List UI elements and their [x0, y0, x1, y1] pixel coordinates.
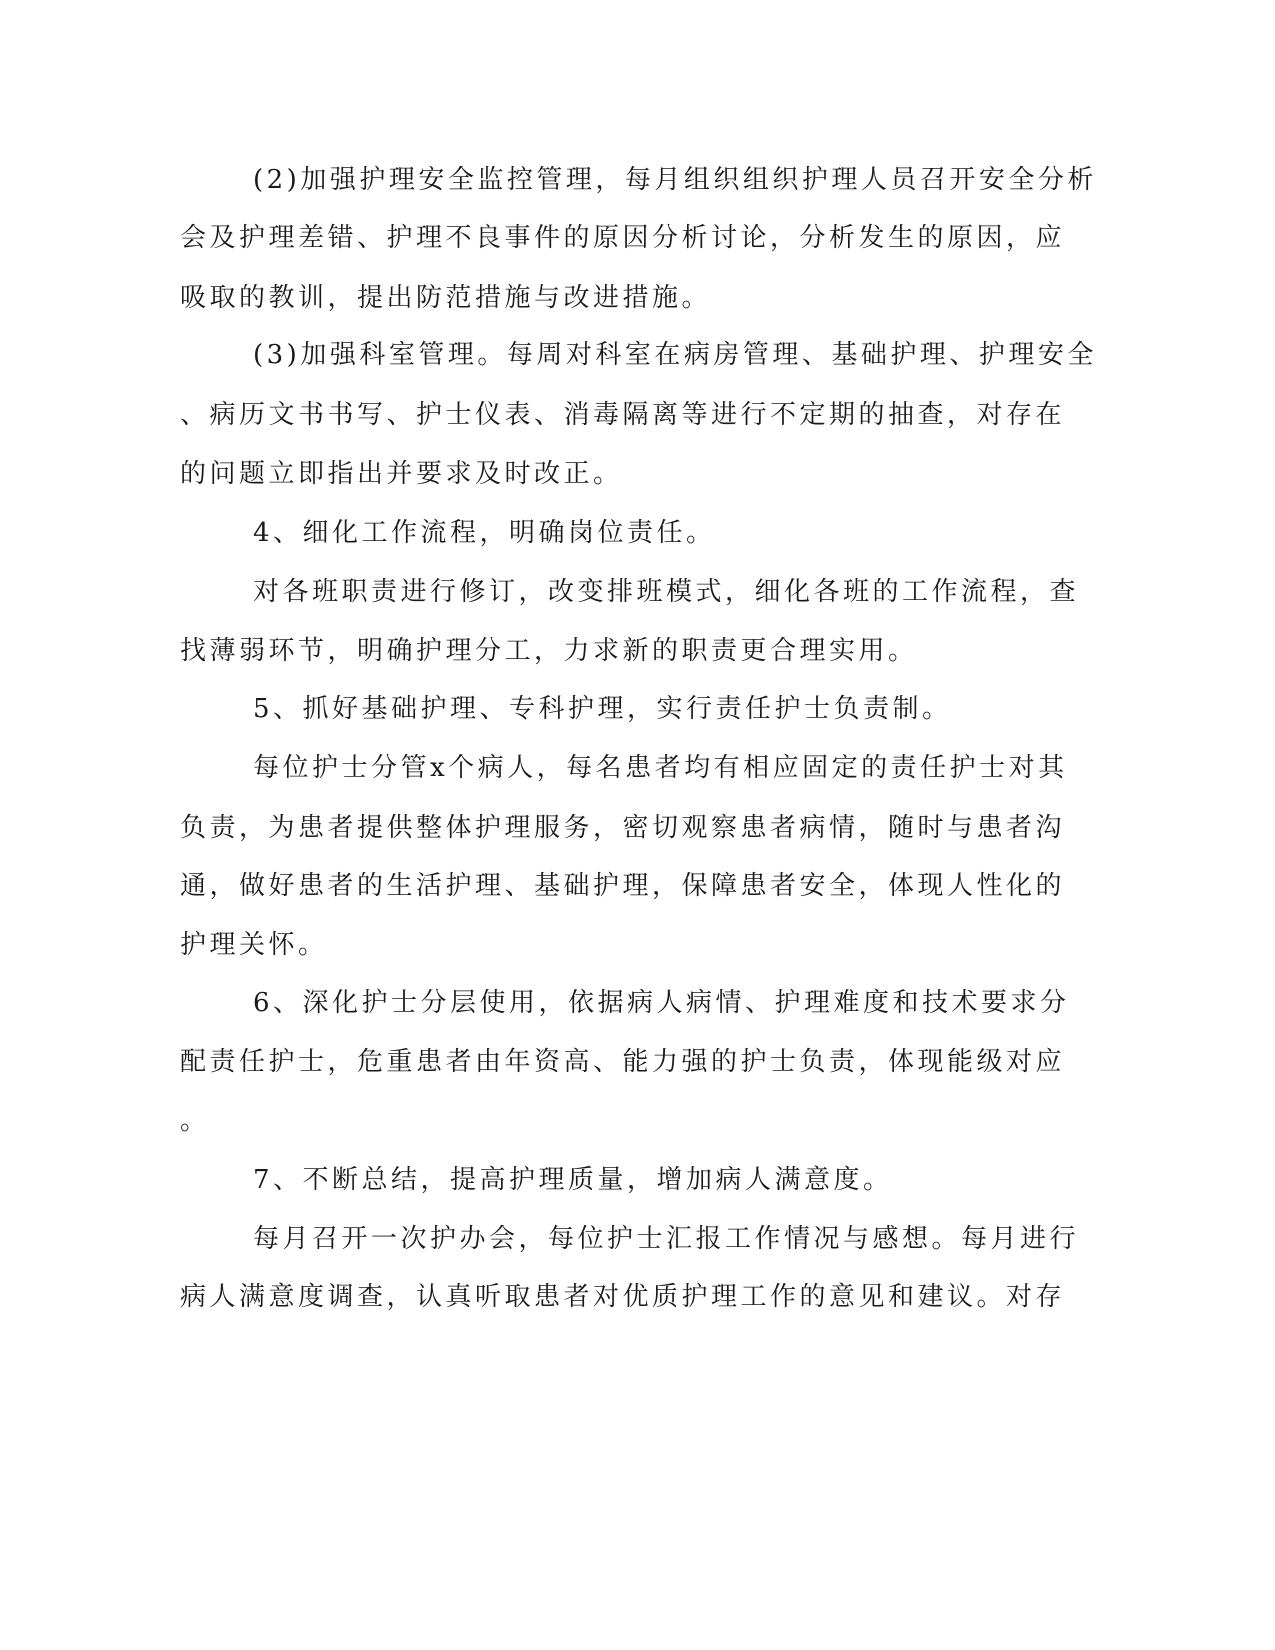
text-line: 每月召开一次护办会，每位护士汇报工作情况与感想。每月进行	[253, 1224, 1080, 1254]
text-line: 负责，为患者提供整体护理服务，密切观察患者病情，随时与患者沟	[180, 813, 1066, 843]
text-line: 吸取的教训，提出防范措施与改进措施。	[180, 283, 712, 313]
text-line: 的问题立即指出并要求及时改正。	[180, 459, 623, 489]
text-line: 护理关怀。	[180, 930, 328, 960]
text-line: 病人满意度调查，认真听取患者对优质护理工作的意见和建议。对存	[180, 1282, 1066, 1312]
section-heading: 5、抓好基础护理、专科护理，实行责任护士负责制。	[253, 694, 952, 724]
text-line: (3)加强科室管理。每周对科室在病房管理、基础护理、护理安全	[253, 340, 1097, 370]
text-line: 配责任护士，危重患者由年资高、能力强的护士负责，体现能级对应	[180, 1047, 1066, 1077]
section-heading: 6、深化护士分层使用，依据病人病情、护理难度和技术要求分	[253, 988, 1070, 1018]
text-line: 。	[180, 1106, 210, 1136]
text-line: 、病历文书书写、护士仪表、消毒隔离等进行不定期的抽查，对存在	[180, 400, 1066, 430]
text-line: 对各班职责进行修订，改变排班模式，细化各班的工作流程，查	[253, 577, 1080, 607]
text-line: 通，做好患者的生活护理、基础护理，保障患者安全，体现人性化的	[180, 871, 1066, 901]
section-heading: 4、细化工作流程，明确岗位责任。	[253, 518, 716, 548]
section-heading: 7、不断总结，提高护理质量，增加病人满意度。	[253, 1165, 893, 1195]
text-line: (2)加强护理安全监控管理，每月组织组织护理人员召开安全分析	[253, 165, 1097, 195]
text-line: 找薄弱环节，明确护理分工，力求新的职责更合理实用。	[180, 636, 918, 666]
text-line: 每位护士分管x个病人，每名患者均有相应固定的责任护士对其	[253, 753, 1068, 783]
text-line: 会及护理差错、护理不良事件的原因分析讨论，分析发生的原因，应	[180, 223, 1066, 253]
